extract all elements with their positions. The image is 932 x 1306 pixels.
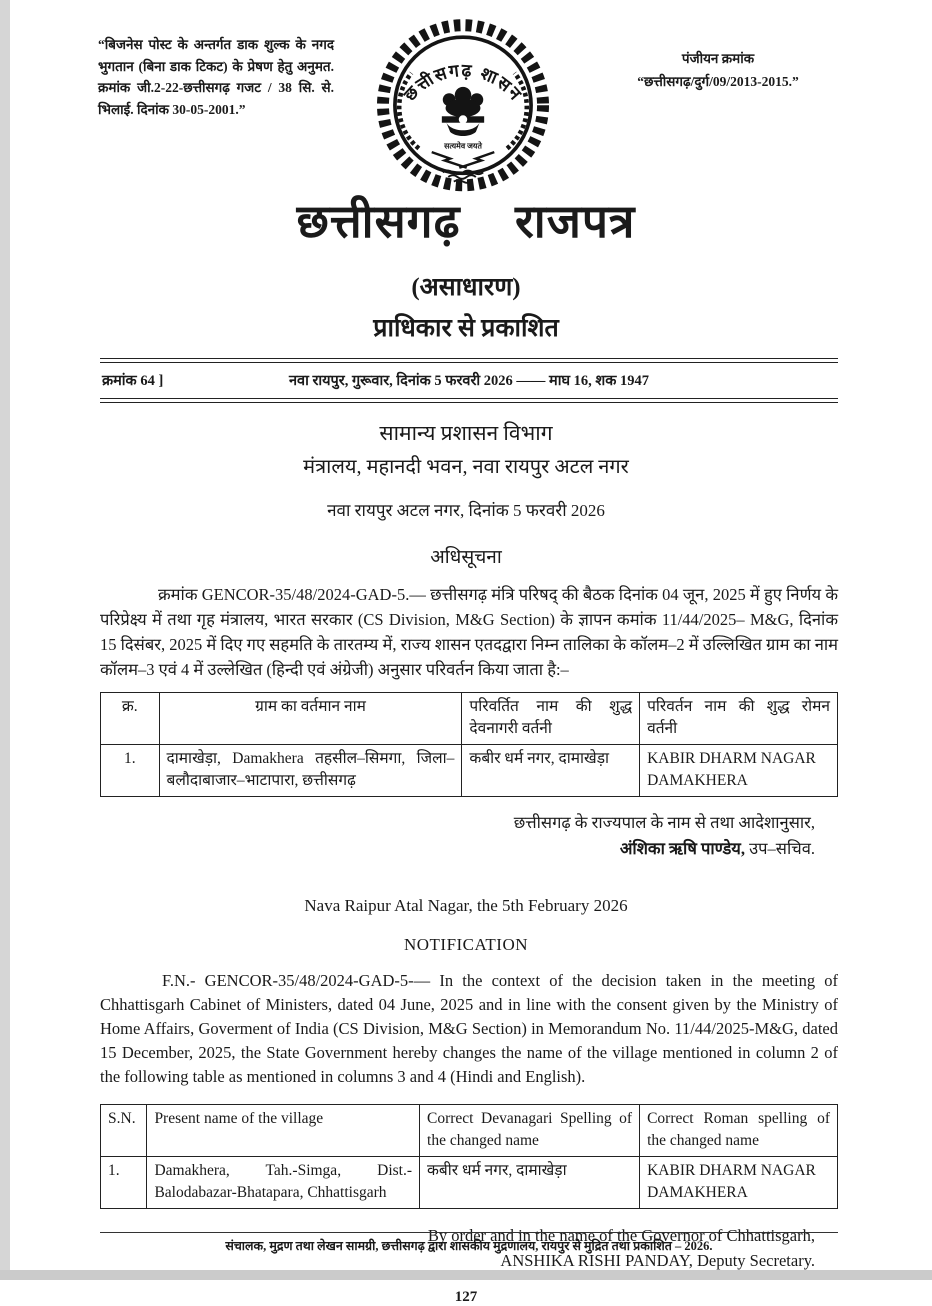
- cell-serial: 1.: [101, 1156, 147, 1208]
- footer-imprint: संचालक, मुद्रण तथा लेखन सामग्री, छत्तीसगढ़ द्वारा शासकीय मुद्रणालय, रायपुर से मुद्रित तथा प्रकाशित – 2026.: [225, 1239, 713, 1253]
- table-header-row: [101, 1104, 838, 1156]
- footer-rule: [100, 1232, 838, 1233]
- english-body-paragraph: F.N.- GENCOR-35/48/2024-GAD-5-— In the context of the decision taken in the meeting of Chhattisgarh Cabinet of Ministers, dated 04 June, 2025 and in line with the consent given by the Ministry of Home Affairs, Goverment of India (CS Division, M&G Section) in Memorandum No. 11/44/2025-M&G, dated 15 December, 2025, the State Government hereby changes the name of the village mentioned in column 2 of the following table as mentioned in columns 3 and 4 (Hindi and English).: [100, 970, 838, 1086]
- header-cell-roman: Correct Roman spelling of the changed name: [640, 1104, 838, 1156]
- hindi-notification-heading: अधिसूचना: [430, 546, 502, 568]
- header-cell-devanagari: Correct Devanagari Spelling of the changed name: [420, 1104, 640, 1156]
- cell-present-name: दामाखेड़ा, Damakhera तहसील–सिमगा, जिला–बलौदाबाजार–भाटापारा, छत्तीसगढ़: [159, 744, 462, 796]
- registration-number: “छत्तीसगढ़/दुर्ग/09/2013-2015.”: [637, 73, 799, 89]
- gazette-title: छत्तीसगढ़ राजपत्र: [296, 196, 636, 247]
- header-cell-serial: क्र.: [101, 692, 160, 744]
- cell-roman: KABIR DHARM NAGAR DAMAKHERA: [640, 1156, 838, 1208]
- english-notification-heading: NOTIFICATION: [403, 934, 529, 954]
- issue-bar: [100, 358, 838, 403]
- emblem-motto: सत्यमेव जयते: [444, 141, 482, 151]
- cell-devanagari: कबीर धर्म नगर, दामाखेड़ा: [462, 744, 640, 796]
- photo-left-edge: [0, 0, 10, 1280]
- english-signatory-title: Deputy Secretary.: [692, 1250, 815, 1270]
- emblem-top-text: छत्तीसगढ़ शासन: [399, 60, 527, 105]
- english-signatory-name: ANSHIKA RISHI PANDAY,: [500, 1250, 693, 1270]
- photo-bottom-edge: [0, 1270, 932, 1280]
- table-row: [101, 1156, 838, 1208]
- postal-permission-note: “बिजनेस पोस्ट के अन्तर्गत डाक शुल्क के नगद भुगतान (बिना डाक टिकट) के प्रेषण हेतु अनुमत. क्रमांक जी.2-22-छत्तीसगढ़ गजट / 38 सि. से. भिलाई. दिनांक 30-05-2001.”: [98, 37, 334, 117]
- english-rename-table: [100, 1104, 838, 1209]
- issue-number: क्रमांक 64 ]: [102, 372, 164, 389]
- table-header-row: [101, 692, 838, 744]
- ministry-address: मंत्रालय, महानदी भवन, नवा रायपुर अटल नगर: [303, 455, 629, 478]
- table-row: [101, 744, 838, 796]
- dateline: नवा रायपुर, गुरूवार, दिनांक 5 फरवरी 2026 —— माघ 16, शक 1947: [288, 372, 650, 389]
- header-cell-roman: परिवर्तन नाम की शुद्ध रोमन वर्तनी: [640, 692, 838, 744]
- hindi-order-line: छत्तीसगढ़ के राज्यपाल के नाम से तथा आदेशानुसार,: [513, 812, 815, 832]
- english-place-date: Nava Raipur Atal Nagar, the 5th February 2026: [304, 895, 628, 915]
- cell-roman: KABIR DHARM NAGAR DAMAKHERA: [640, 744, 838, 796]
- chhattisgarh-seal-icon: [371, 14, 555, 202]
- publication-authority: प्राधिकार से प्रकाशित: [373, 314, 559, 342]
- cell-present-name: Damakhera, Tah.-Simga, Dist.-Balodabazar-Bhatapara, Chhattisgarh: [147, 1156, 420, 1208]
- cell-serial: 1.: [101, 744, 160, 796]
- cell-devanagari: कबीर धर्म नगर, दामाखेड़ा: [420, 1156, 640, 1208]
- hindi-place-date: नवा रायपुर अटल नगर, दिनांक 5 फरवरी 2026: [327, 500, 605, 520]
- gazette-footer: [100, 1232, 838, 1254]
- registration-block: [592, 48, 844, 192]
- double-rule-bottom: [100, 398, 838, 403]
- hindi-signatory-name: अंशिका ऋषि पाण्डेय,: [619, 838, 745, 858]
- registration-label: पंजीयन क्रमांक: [681, 51, 755, 66]
- state-emblem: [371, 14, 555, 192]
- gazette-header: [0, 0, 932, 192]
- hindi-signature-block: [0, 810, 815, 862]
- header-cell-devanagari: परिवर्तित नाम की शुद्ध देवनागरी वर्तनी: [462, 692, 640, 744]
- hindi-signatory-title: उप–सचिव.: [745, 838, 815, 858]
- page-number: 127: [454, 1288, 478, 1305]
- header-cell-present-name: ग्राम का वर्तमान नाम: [159, 692, 462, 744]
- hindi-rename-table: [100, 692, 838, 797]
- english-order-line: By order and in the name of the Governor of Chhattisgarh,: [427, 1225, 815, 1245]
- department-heading: सामान्य प्रशासन विभाग: [379, 420, 553, 445]
- gazette-type: (असाधारण): [411, 273, 521, 301]
- header-cell-present-name: Present name of the village: [147, 1104, 420, 1156]
- header-cell-serial: S.N.: [101, 1104, 147, 1156]
- hindi-body-paragraph: क्रमांक GENCOR-35/48/2024-GAD-5.— छत्तीसगढ़ मंत्रि परिषद् की बैठक दिनांक 04 जून, 2025 में हुए निर्णय के परिप्रेक्ष्य में तथा गृह मंत्रालय, भारत सरकार (CS Division, M&G Section) के ज्ञापन कमांक 11/44/2025– M&G, दिनांक 15 दिसंबर, 2025 में दिए गए सहमति के तारतम्य में, राज्य शासन एतदद्वारा निम्न तालिका के कॉलम–2 में उल्लिखित ग्राम का नाम कॉलम–3 एवं 4 में उल्लेखित (हिन्दी एवं अंग्रेजी) अनुसार परिवर्तन किया जाता है:–: [100, 584, 838, 679]
